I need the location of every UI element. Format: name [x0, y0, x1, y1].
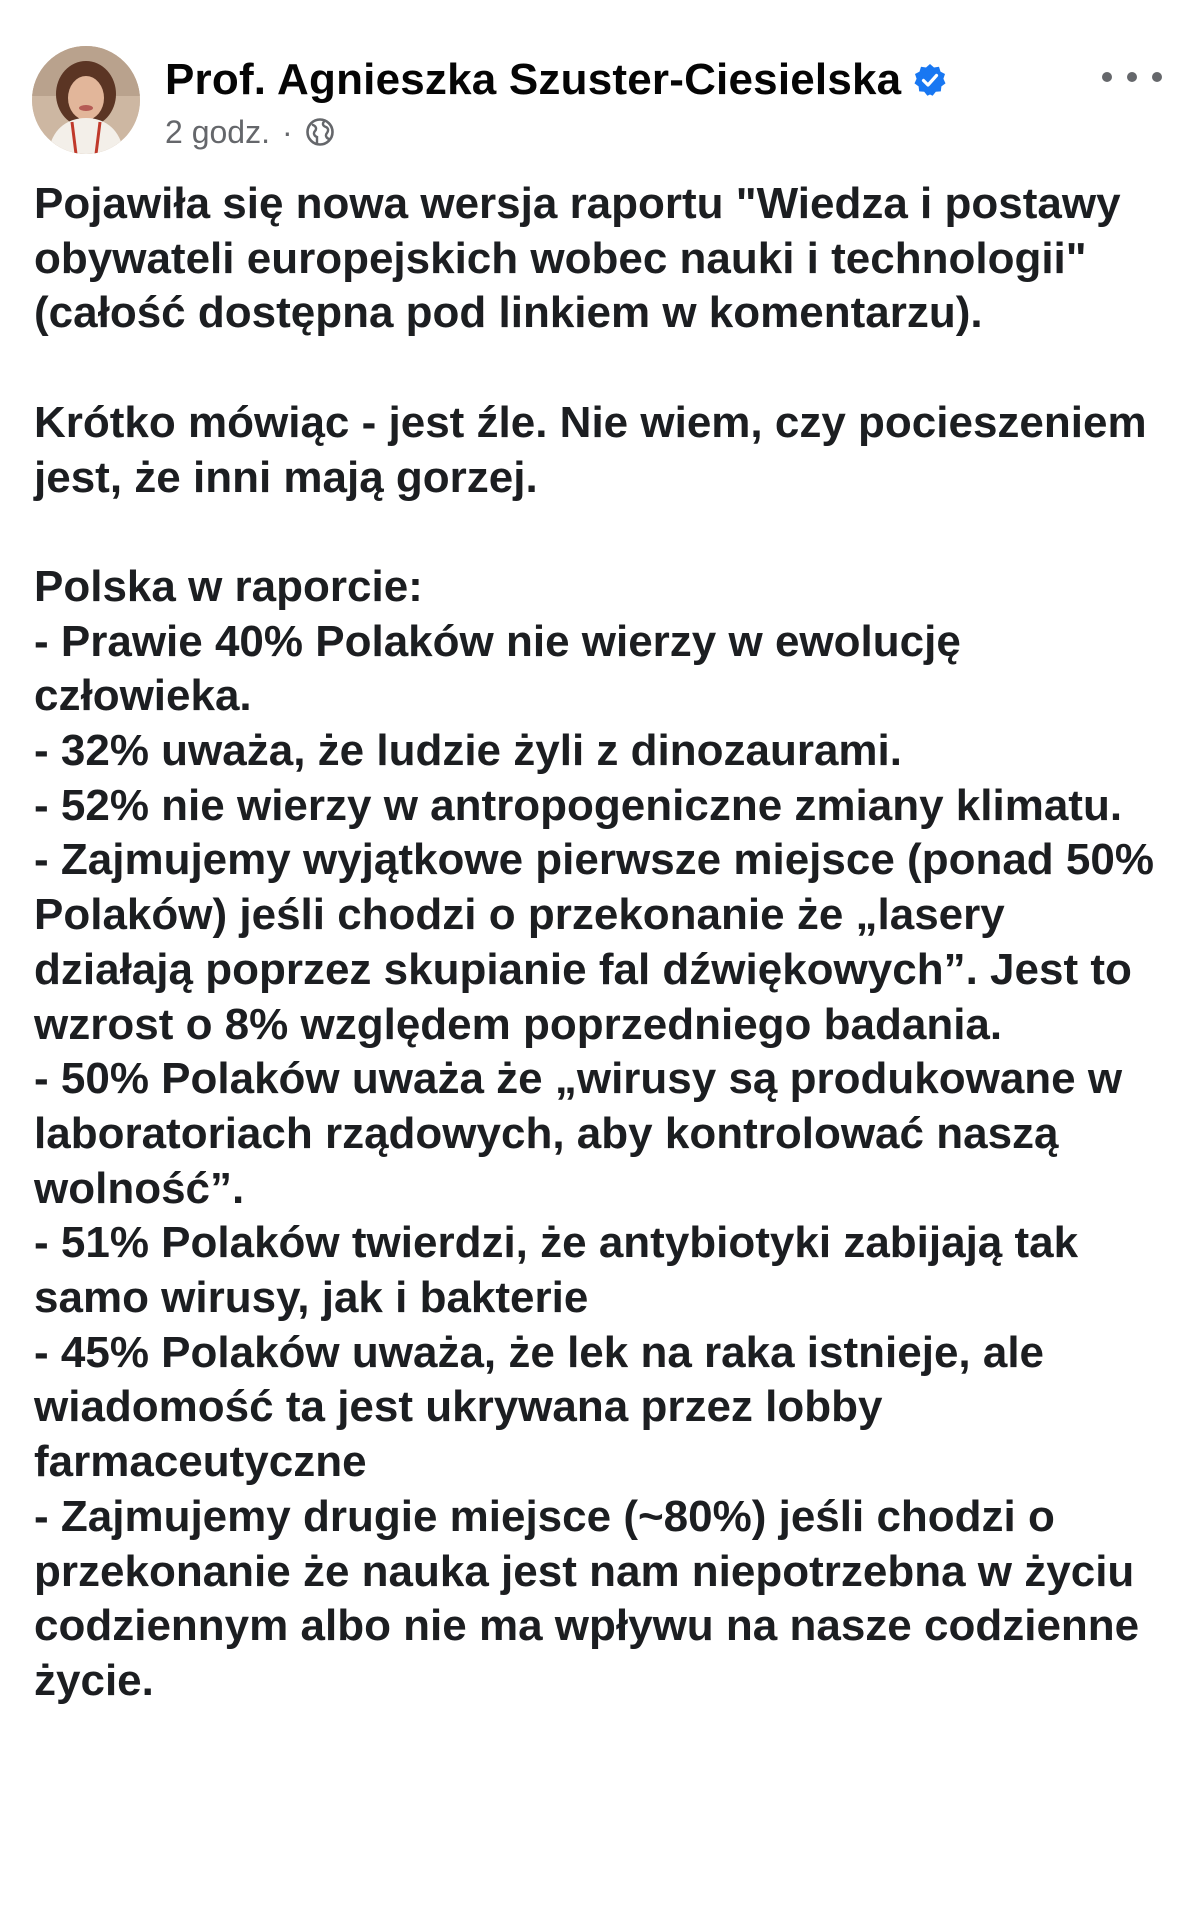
- paragraph-spacer: [34, 505, 1174, 560]
- list-item: - Zajmujemy drugie miejsce (~80%) jeśli chodzi o przekonanie że nauka jest nam niepotrzebna w życiu codziennym albo nie ma wpływu na nasze codzienne życie.: [34, 1491, 1140, 1705]
- more-options-button[interactable]: [1102, 62, 1162, 92]
- post-timestamp[interactable]: 2 godz.: [165, 113, 270, 150]
- list-item: - 52% nie wierzy w antropogeniczne zmiany klimatu.: [34, 780, 1123, 830]
- post-meta: [165, 112, 335, 152]
- post-paragraph: Pojawiła się nowa wersja raportu "Wiedza i postawy obywateli europejskich wobec nauki i technologii" (całość dostępna pod linkiem w komentarzu).: [34, 179, 1121, 338]
- verified-badge-icon: [913, 63, 947, 97]
- more-horizontal-icon: [1127, 72, 1137, 82]
- author-name[interactable]: Prof. Agnieszka Szuster-Ciesielska: [165, 55, 902, 104]
- more-horizontal-icon: [1102, 72, 1112, 82]
- list-item: - Prawie 40% Polaków nie wierzy w ewolucję człowieka.: [34, 616, 961, 721]
- list-item: - 50% Polaków uważa że „wirusy są produkowane w laboratoriach rządowych, aby kontrolować naszą wolność”.: [34, 1054, 1123, 1213]
- profile-photo-icon: [32, 46, 140, 154]
- list-item: - 45% Polaków uważa, że lek na raka istnieje, ale wiadomość ta jest ukrywana przez lobby farmaceutyczne: [34, 1327, 1045, 1487]
- globe-icon[interactable]: [305, 117, 335, 147]
- more-horizontal-icon: [1152, 72, 1162, 82]
- list-heading: Polska w raporcie:: [34, 561, 423, 611]
- list-item: - Zajmujemy wyjątkowe pierwsze miejsce (ponad 50% Polaków) jeśli chodzi o przekonanie że „lasery działają poprzez skupianie fal dźwiękowych”. Jest to wzrost o 8% względem poprzedniego badania.: [34, 835, 1154, 1049]
- post-header: [0, 0, 1200, 165]
- list-item: - 32% uważa, że ludzie żyli z dinozaurami.: [34, 726, 902, 775]
- post-paragraph: Krótko mówiąc - jest źle. Nie wiem, czy pocieszeniem jest, że inni mają gorzej.: [34, 397, 1147, 502]
- paragraph-spacer: [34, 341, 1174, 396]
- meta-separator: ·: [281, 113, 293, 150]
- list-item: - 51% Polaków twierdzi, że antybiotyki zabijają tak samo wirusy, jak i bakterie: [34, 1218, 1079, 1323]
- author-avatar[interactable]: [32, 46, 140, 154]
- post-text: [34, 177, 1174, 1709]
- author-line: [165, 50, 947, 110]
